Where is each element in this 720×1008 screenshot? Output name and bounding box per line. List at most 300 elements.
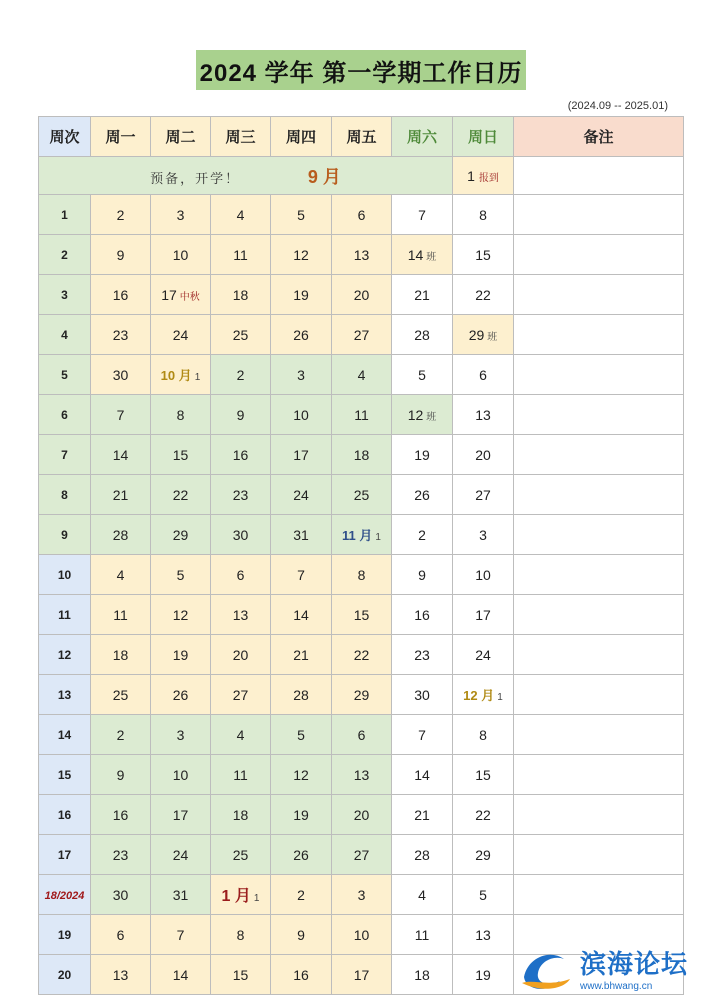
week-number xyxy=(39,355,91,395)
day-cell-wed xyxy=(211,435,271,475)
week-row xyxy=(39,515,684,555)
day-cell-wed xyxy=(211,475,271,515)
day-cell-thu xyxy=(271,515,332,555)
week-number-text: 7 xyxy=(61,447,68,462)
day-number: 12 xyxy=(293,766,309,783)
day-cell-sun xyxy=(453,515,514,555)
notes-cell xyxy=(514,195,684,235)
day-cell-tue xyxy=(151,635,211,675)
week-number xyxy=(39,955,91,995)
day-cell-sun xyxy=(453,795,514,835)
day-cell-fri xyxy=(332,555,392,595)
day-cell-sun xyxy=(453,355,514,395)
day-number: 13 xyxy=(475,406,491,423)
week-number-text: 4 xyxy=(61,327,68,342)
day-number: 24 xyxy=(172,846,189,863)
day-cell-sat xyxy=(392,515,453,555)
day-cell-fri xyxy=(332,595,392,635)
day-number: 19 xyxy=(414,446,430,463)
day-cell-thu xyxy=(271,275,332,315)
day-number: 24 xyxy=(475,646,491,663)
day-number: 10 月 xyxy=(160,368,192,383)
day-cell-thu xyxy=(271,435,332,475)
day-cell-mon xyxy=(91,555,151,595)
day-number: 8 xyxy=(357,566,366,583)
day-number: 20 xyxy=(353,286,370,303)
day-number: 7 xyxy=(418,726,426,743)
day-cell-wed xyxy=(211,515,271,555)
day-cell-mon xyxy=(91,795,151,835)
day-note: 1 xyxy=(375,532,381,543)
day-cell-sat xyxy=(392,275,453,315)
day-cell-tue xyxy=(151,515,211,555)
day-number: 13 xyxy=(353,766,370,783)
day-number: 3 xyxy=(357,886,366,903)
day-number: 12 xyxy=(293,246,309,263)
day-cell-tue xyxy=(151,475,211,515)
header-fri: 周五 xyxy=(332,117,392,157)
week-number-text: 17 xyxy=(57,847,72,862)
day-cell-sat xyxy=(392,195,453,235)
day-cell-wed xyxy=(211,795,271,835)
day-number: 29 xyxy=(172,526,189,543)
day-cell-sat xyxy=(392,475,453,515)
week-number xyxy=(39,875,91,915)
day-cell-sat xyxy=(392,755,453,795)
day-number: 24 xyxy=(172,326,189,343)
day-number: 18 xyxy=(232,286,249,303)
week-number xyxy=(39,795,91,835)
day-cell-thu xyxy=(271,595,332,635)
watermark-logo xyxy=(518,938,698,998)
week-row xyxy=(39,675,684,715)
day-cell-sun xyxy=(453,955,514,995)
day-cell-sun xyxy=(453,875,514,915)
day-cell-fri xyxy=(332,755,392,795)
week-number xyxy=(39,915,91,955)
day-number: 26 xyxy=(293,846,309,863)
day-number: 3 xyxy=(176,206,185,223)
day-cell-sun xyxy=(453,275,514,315)
day-cell-sat xyxy=(392,955,453,995)
day-cell-wed xyxy=(211,875,271,915)
day-cell-thu xyxy=(271,235,332,275)
day-cell-sun xyxy=(453,635,514,675)
week-number-text: 8 xyxy=(61,487,68,502)
day-cell-sat xyxy=(392,355,453,395)
watermark-url: www.bhwang.cn xyxy=(580,981,653,992)
day-number: 6 xyxy=(357,726,366,743)
day-number: 2 xyxy=(116,206,125,223)
week-row xyxy=(39,475,684,515)
day-cell-fri xyxy=(332,715,392,755)
day-number: 9 xyxy=(297,926,305,943)
day-number: 4 xyxy=(236,726,245,743)
notes-cell xyxy=(514,435,684,475)
day-number: 19 xyxy=(293,806,309,823)
day-cell-sat xyxy=(392,635,453,675)
day-number: 6 xyxy=(479,366,487,383)
day-cell-sat xyxy=(392,315,453,355)
week-number xyxy=(39,235,91,275)
notes-cell xyxy=(514,835,684,875)
day-number: 22 xyxy=(353,646,370,663)
day-number: 14 xyxy=(407,246,424,263)
week-number-text: 11 xyxy=(58,607,71,622)
day-number: 2 xyxy=(236,366,245,383)
day-number: 3 xyxy=(176,726,185,743)
day-number: 18 xyxy=(112,646,129,663)
day-cell-mon xyxy=(91,475,151,515)
week-number-text: 9 xyxy=(61,527,68,542)
day-cell-sun xyxy=(453,835,514,875)
day-number: 16 xyxy=(112,806,129,823)
day-number: 19 xyxy=(293,286,309,303)
day-cell-sun xyxy=(453,675,514,715)
watermark-name: 滨海论坛 xyxy=(580,949,689,979)
week-number xyxy=(39,315,91,355)
week-number xyxy=(39,195,91,235)
day-cell-tue xyxy=(151,395,211,435)
day-cell-thu xyxy=(271,195,332,235)
notes-cell xyxy=(514,555,684,595)
day-cell-wed xyxy=(211,195,271,235)
day-cell-fri xyxy=(332,795,392,835)
day-number: 26 xyxy=(172,686,189,703)
day-cell-sat xyxy=(392,595,453,635)
day-cell-wed xyxy=(211,555,271,595)
day-note: 班 xyxy=(426,251,437,263)
day-number: 20 xyxy=(475,446,491,463)
day-cell-wed xyxy=(211,635,271,675)
day-cell-sat xyxy=(392,235,453,275)
week-number-text: 14 xyxy=(57,727,72,742)
day-number: 9 xyxy=(418,566,426,583)
day-number: 11 xyxy=(414,926,430,943)
day-cell-thu xyxy=(271,955,332,995)
day-number: 14 xyxy=(293,606,309,623)
day-number: 27 xyxy=(353,326,370,343)
day-number: 7 xyxy=(176,926,185,943)
day-cell-sun xyxy=(453,235,514,275)
day-cell-thu xyxy=(271,875,332,915)
week-row xyxy=(39,435,684,475)
day-cell-tue xyxy=(151,595,211,635)
day-cell-sun xyxy=(453,195,514,235)
day-number: 10 xyxy=(172,246,189,263)
day-note: 中秋 xyxy=(179,291,200,303)
day-number: 6 xyxy=(236,566,245,583)
day-number: 14 xyxy=(112,446,129,463)
week-number xyxy=(39,635,91,675)
day-number: 22 xyxy=(172,486,189,503)
day-number: 29 xyxy=(353,686,370,703)
day-number: 18 xyxy=(353,446,370,463)
day-cell-mon xyxy=(91,955,151,995)
notes-cell xyxy=(514,875,684,915)
day-cell-wed xyxy=(211,235,271,275)
day-cell-wed xyxy=(211,835,271,875)
day-cell-wed xyxy=(211,915,271,955)
header-row xyxy=(39,117,684,157)
day-cell-mon xyxy=(91,835,151,875)
week-row xyxy=(39,395,684,435)
day-cell-tue xyxy=(151,275,211,315)
day-number: 19 xyxy=(172,646,189,663)
day-cell-sat xyxy=(392,795,453,835)
day-number: 13 xyxy=(475,926,491,943)
day-cell-thu xyxy=(271,715,332,755)
day-cell-fri xyxy=(332,515,392,555)
day-number: 25 xyxy=(232,846,249,863)
week-number xyxy=(39,515,91,555)
day-cell-sat xyxy=(392,675,453,715)
header-notes: 备注 xyxy=(514,117,684,157)
day-number: 5 xyxy=(176,566,185,583)
day-number: 11 xyxy=(233,246,248,263)
page-title: 2024 学年 第一学期工作日历 xyxy=(196,50,526,90)
day-number: 31 xyxy=(172,886,189,903)
week-row xyxy=(39,715,684,755)
day-number: 6 xyxy=(357,206,366,223)
week-number-text: 1 xyxy=(61,207,68,222)
day-cell-mon xyxy=(91,755,151,795)
day-number: 21 xyxy=(293,646,309,663)
day-number: 10 xyxy=(293,406,309,423)
day-cell-mon xyxy=(91,195,151,235)
day-number: 25 xyxy=(353,486,370,503)
day-number: 27 xyxy=(475,486,491,503)
day-number: 30 xyxy=(112,886,129,903)
notes-cell xyxy=(514,157,684,195)
week-number-text: 12 xyxy=(57,647,72,662)
day-cell-tue xyxy=(151,755,211,795)
notes-cell xyxy=(514,395,684,435)
day-number: 5 xyxy=(297,206,305,223)
day-cell-thu xyxy=(271,675,332,715)
day-number: 14 xyxy=(414,766,430,783)
day-cell-mon xyxy=(91,715,151,755)
week-row xyxy=(39,755,684,795)
day-number: 11 xyxy=(113,606,128,623)
day-cell-tue xyxy=(151,195,211,235)
day-cell-sun xyxy=(453,715,514,755)
day-number: 21 xyxy=(112,486,129,503)
day-cell-tue xyxy=(151,315,211,355)
day-cell-fri xyxy=(332,315,392,355)
day-cell-sat xyxy=(392,715,453,755)
day-number: 22 xyxy=(475,806,491,823)
day-cell-wed xyxy=(211,595,271,635)
day-number: 11 月 xyxy=(342,528,373,543)
notes-cell xyxy=(514,235,684,275)
day-cell-mon xyxy=(91,235,151,275)
header-sat: 周六 xyxy=(392,117,453,157)
day-cell-tue xyxy=(151,795,211,835)
week-number xyxy=(39,395,91,435)
week-number xyxy=(39,435,91,475)
notes-cell xyxy=(514,675,684,715)
header-sun: 周日 xyxy=(453,117,514,157)
week-number-text: 19 xyxy=(57,927,72,942)
day-cell-wed xyxy=(211,715,271,755)
day-number: 19 xyxy=(475,966,491,983)
day-number: 17 xyxy=(161,286,177,303)
day-number: 3 xyxy=(297,366,305,383)
day-number: 13 xyxy=(232,606,249,623)
week-row xyxy=(39,875,684,915)
week-row xyxy=(39,795,684,835)
day-cell-wed xyxy=(211,395,271,435)
day-number: 17 xyxy=(172,806,189,823)
day-number: 20 xyxy=(353,806,370,823)
day-cell-tue xyxy=(151,835,211,875)
week-row xyxy=(39,635,684,675)
notes-cell xyxy=(514,755,684,795)
day-number: 22 xyxy=(475,286,491,303)
day-note: 1 xyxy=(253,893,260,904)
day-cell-wed xyxy=(211,355,271,395)
day-number: 10 xyxy=(475,566,491,583)
week-row xyxy=(39,315,684,355)
day-cell-tue xyxy=(151,235,211,275)
day-cell-thu xyxy=(271,395,332,435)
day-cell-sun xyxy=(453,555,514,595)
day-note: 报到 xyxy=(478,172,499,184)
week-number-text: 6 xyxy=(61,407,68,422)
day-number: 5 xyxy=(479,886,487,903)
day-number: 5 xyxy=(418,366,426,383)
week-number xyxy=(39,675,91,715)
day-number: 15 xyxy=(353,606,370,623)
day-number: 25 xyxy=(232,326,249,343)
day-number: 28 xyxy=(414,846,430,863)
day-cell-fri xyxy=(332,875,392,915)
day-note: 班 xyxy=(487,331,498,343)
day-number: 30 xyxy=(414,686,430,703)
day-cell-sat xyxy=(392,395,453,435)
day-number: 17 xyxy=(475,606,491,623)
day-number: 8 xyxy=(479,726,487,743)
day-number: 16 xyxy=(112,286,129,303)
day-number: 3 xyxy=(479,526,487,543)
day-cell-sat xyxy=(392,915,453,955)
day-number: 24 xyxy=(293,486,309,503)
day-cell-tue xyxy=(151,915,211,955)
day-cell-mon xyxy=(91,635,151,675)
day-number: 9 xyxy=(116,246,125,263)
day-number: 8 xyxy=(479,206,487,223)
calendar-table xyxy=(38,116,684,995)
day-number: 17 xyxy=(353,966,370,983)
day-cell-fri xyxy=(332,635,392,675)
day-cell-sat xyxy=(392,835,453,875)
day-number: 28 xyxy=(414,326,430,343)
day-cell-sun xyxy=(453,395,514,435)
day-cell-mon xyxy=(91,675,151,715)
day-cell-mon xyxy=(91,875,151,915)
day-cell-fri xyxy=(332,835,392,875)
day-number: 16 xyxy=(414,606,430,623)
week-number-text: 15 xyxy=(57,767,72,782)
day-cell-wed xyxy=(211,275,271,315)
day-cell-fri xyxy=(332,955,392,995)
day-number: 21 xyxy=(414,806,430,823)
day-number: 26 xyxy=(414,486,430,503)
day-number: 2 xyxy=(418,526,426,543)
week-number-text: 13 xyxy=(57,687,72,702)
week-number xyxy=(39,555,91,595)
day-number: 28 xyxy=(112,526,129,543)
week-row xyxy=(39,595,684,635)
day-number: 15 xyxy=(475,766,491,783)
day-cell-sun xyxy=(453,915,514,955)
day-number: 16 xyxy=(293,966,309,983)
day-cell-mon xyxy=(91,515,151,555)
day-cell-thu xyxy=(271,755,332,795)
day-number: 13 xyxy=(353,246,370,263)
day-cell-thu xyxy=(271,915,332,955)
day-number: 16 xyxy=(232,446,249,463)
day-cell-mon xyxy=(91,595,151,635)
header-thu: 周四 xyxy=(271,117,332,157)
notes-cell xyxy=(514,355,684,395)
month-row xyxy=(39,157,684,195)
day-number: 12 月 xyxy=(463,688,495,703)
week-row xyxy=(39,835,684,875)
header-wed: 周三 xyxy=(211,117,271,157)
day-number: 7 xyxy=(297,566,305,583)
day-number: 29 xyxy=(468,326,485,343)
day-cell-sun xyxy=(453,475,514,515)
day-cell-fri xyxy=(332,435,392,475)
month-label-sep: 9 月 xyxy=(307,166,341,187)
day-number: 29 xyxy=(475,846,491,863)
notes-cell xyxy=(514,275,684,315)
week-number xyxy=(39,715,91,755)
day-cell-sun xyxy=(453,595,514,635)
notes-cell xyxy=(514,515,684,555)
day-cell-sat xyxy=(392,435,453,475)
day-number: 2 xyxy=(297,886,305,903)
day-cell-tue xyxy=(151,435,211,475)
day-number: 6 xyxy=(116,926,125,943)
day-cell-mon xyxy=(91,395,151,435)
day-cell-thu xyxy=(271,355,332,395)
week-row xyxy=(39,195,684,235)
day-cell-fri xyxy=(332,355,392,395)
day-cell-thu xyxy=(271,835,332,875)
day-number: 4 xyxy=(418,886,426,903)
day-cell-tue xyxy=(151,955,211,995)
day-cell-tue xyxy=(151,715,211,755)
day-note: 1 xyxy=(497,692,503,703)
day-cell-fri xyxy=(332,475,392,515)
day-number: 12 xyxy=(407,406,424,423)
notes-cell xyxy=(514,475,684,515)
day-number: 14 xyxy=(172,966,189,983)
day-number: 23 xyxy=(232,486,249,503)
sun-report-cell xyxy=(453,157,514,195)
day-number: 5 xyxy=(297,726,305,743)
day-cell-mon xyxy=(91,435,151,475)
day-cell-thu xyxy=(271,635,332,675)
day-cell-tue xyxy=(151,675,211,715)
day-number: 30 xyxy=(232,526,249,543)
day-cell-mon xyxy=(91,915,151,955)
day-number: 4 xyxy=(236,206,245,223)
day-cell-fri xyxy=(332,915,392,955)
